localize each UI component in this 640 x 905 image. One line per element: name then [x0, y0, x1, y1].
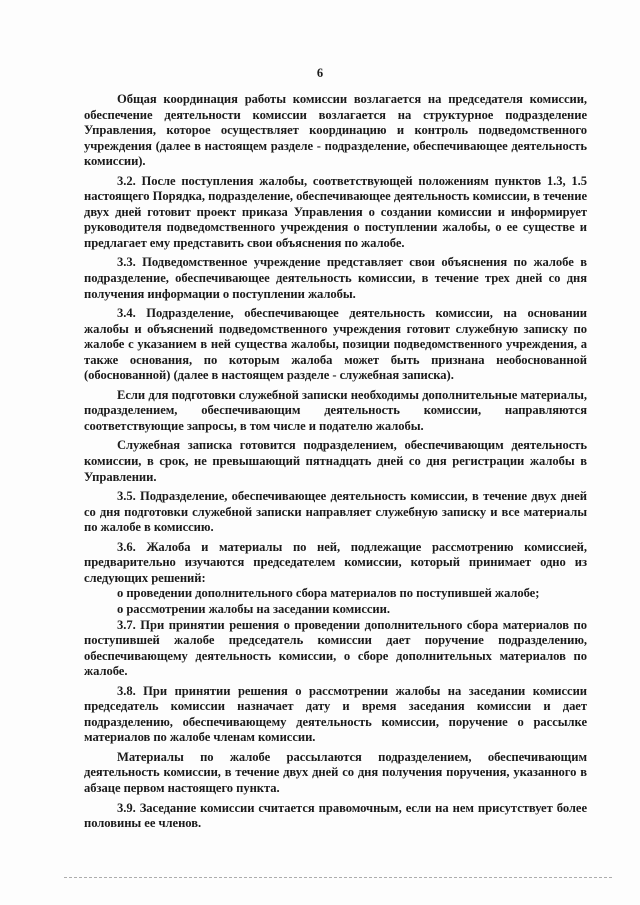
paragraph-3-8: 3.8. При принятии решения о рассмотрении жалобы на заседании комиссии председатель комиссии назначает дату и время заседания комиссии и дает подразделению, обеспечивающему деятельность комиссии, поручение о рассылке материалов по жалобе членам комиссии.: [84, 683, 587, 745]
page-number: 6: [316, 66, 324, 80]
document-body: [84, 92, 587, 832]
paragraph-3-2: 3.2. После поступления жалобы, соответствующей положениям пунктов 1.3, 1.5 настоящего Порядка, подразделение, обеспечивающее деятельность комиссии, в течение двух дней готовит проект приказа Управления о создании комиссии и информирует руководителя подведомственного учреждения о поступлении жалобы, о ее существе и предлагает ему представить свои объяснения по жалобе.: [84, 173, 587, 250]
paragraph-3-9: 3.9. Заседание комиссии считается правомочным, если на нем присутствует более половины ее членов.: [84, 800, 587, 831]
paragraph-memo-deadline: Служебная записка готовится подразделением, обеспечивающим деятельность комиссии, в срок, не превышающий пятнадцать дней со дня регистрации жалобы в Управлении.: [84, 438, 587, 484]
paragraph-3-4: 3.4. Подразделение, обеспечивающее деятельность комиссии, на основании жалобы и объяснений подведомственного учреждения готовит служебную записку по жалобе с указанием в ней существа жалобы, позиции подведомственного учреждения, а также основания, по которым жалоба может быть признана необоснованной (обоснованной) (далее в настоящем разделе - служебная записка).: [84, 306, 587, 383]
paragraph-materials-distribution: Материалы по жалобе рассылаются подразделением, обеспечивающим деятельность комиссии, в течение двух дней со дня получения поручения, указанного в абзаце первом настоящего пункта.: [84, 749, 587, 795]
paragraph-3-3: 3.3. Подведомственное учреждение представляет свои объяснения по жалобе в подразделение, обеспечивающее деятельность комиссии, в течение трех дней со дня получения информации о поступлении жалобы.: [84, 255, 587, 301]
page-footer-rule: [64, 877, 612, 878]
list-item-meeting-review: о рассмотрении жалобы на заседании комиссии.: [117, 601, 390, 616]
list-item-additional-collection: о проведении дополнительного сбора материалов по поступившей жалобе;: [117, 586, 540, 601]
paragraph-additional-materials: Если для подготовки служебной записки необходимы дополнительные материалы, подразделением, обеспечивающим деятельность комиссии, направляются соответствующие запросы, в том числе и подателю жалобы.: [84, 387, 587, 433]
paragraph-3-7: 3.7. При принятии решения о проведении дополнительного сбора материалов по поступившей жалобе председатель комиссии дает поручение подразделению, обеспечивающему деятельность комиссии, о сборе дополнительных материалов по жалобе.: [84, 617, 587, 679]
paragraph-3-5: 3.5. Подразделение, обеспечивающее деятельность комиссии, в течение двух дней со дня подготовки служебной записки направляет служебную записку и все материалы по жалобе в комиссию.: [84, 489, 587, 535]
paragraph-3-6: 3.6. Жалоба и материалы по ней, подлежащие рассмотрению комиссией, предварительно изучаются председателем комиссии, который принимает одно из следующих решений:: [84, 539, 587, 585]
paragraph-coordination: Общая координация работы комиссии возлагается на председателя комиссии, обеспечение деятельности комиссии возлагается на структурное подразделение Управления, которое осуществляет координацию и контроль подведомственного учреждения (далее в настоящем разделе - подразделение, обеспечивающее деятельность комиссии).: [84, 92, 587, 169]
